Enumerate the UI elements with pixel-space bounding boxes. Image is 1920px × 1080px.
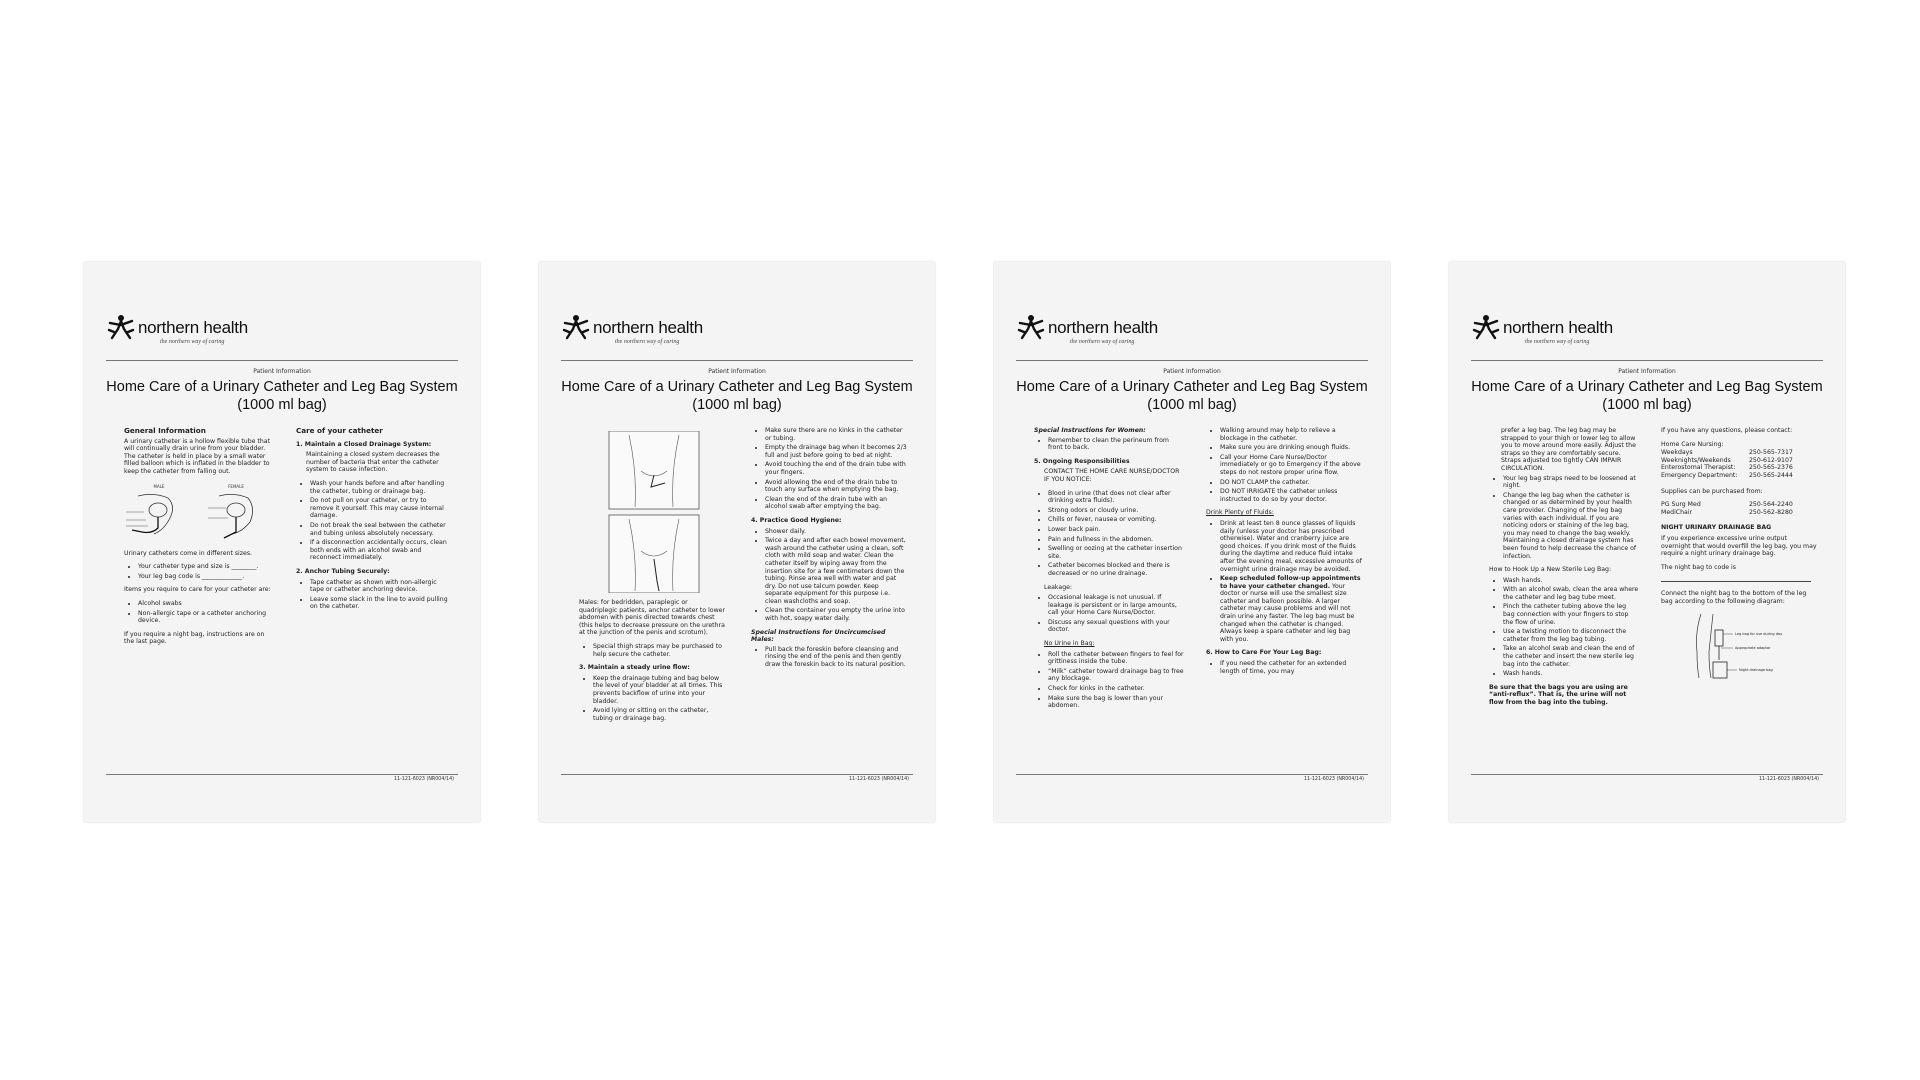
paragraph: A urinary catheter is a hollow flexible tube that will continually drain urine from your bladder. The catheter is held in place by a small water filled balloon which is inflated in the bladder to keep the catheter from falling out.: [124, 437, 270, 475]
list-item: • Alcohol swabs: [138, 600, 272, 608]
subsection-title: How to Hook Up a New Sterile Leg Bag:: [1489, 566, 1612, 574]
brand-name: northern health: [593, 318, 703, 337]
list-item: • With an alcohol swab, clean the area where the catheter and leg bag tube meet.: [1503, 586, 1639, 601]
bullet-list: [579, 675, 727, 723]
list-item: • Keep the drainage tubing and bag below the level of your bladder at all times. This prevents backflow of urine into your bladder.: [593, 675, 727, 705]
paragraph: The night bag to code is: [1661, 563, 1736, 571]
list-item: • Pain and fullness in the abdomen.: [1048, 536, 1184, 544]
paragraph: Connect the night bag to the bottom of the leg bag according to the following diagram:: [1661, 590, 1807, 605]
contact-phone: 250-612-9107: [1749, 456, 1793, 464]
list-item: • Lower back pain.: [1048, 526, 1184, 534]
page4-left-column: [1489, 427, 1639, 713]
list-item: • Non-allergic tape or a catheter anchoring device.: [138, 610, 272, 625]
form-code: 11-121-6023 (NR004/14): [849, 777, 909, 782]
doc-title: Home Care of a Urinary Catheter and Leg Bag System (1000 ml bag): [561, 379, 913, 413]
paragraph: Supplies can be purchased from:: [1661, 487, 1763, 495]
diagram-label-leg-bag: Leg bag for use during day: [1735, 631, 1783, 636]
list-item: • Avoid allowing the end of the drain tube to touch any surface when emptying the bag.: [765, 479, 907, 494]
document-page-1: [84, 262, 480, 822]
supplier-label: PG Surg Med: [1661, 501, 1701, 509]
footer-rule: [106, 774, 458, 775]
list-item: • Twice a day and after each bowel movement, wash around the catheter using a clean, soft cloth with mild soap and water. Clean the catheter itself by wiping away from the insertion site for a few centimeters down the tubing. Rinse area well with water and pat dry. Do not use talcum powder. Keep separate equipment for this purpose i.e. clean washcloths and soap.: [765, 537, 907, 605]
paragraph: If you have any questions, please contact:: [1661, 427, 1793, 434]
header-rule: [561, 360, 913, 361]
list-item: • Avoid lying or sitting on the catheter, tubing or drainage bag.: [593, 707, 727, 722]
catheter-anatomy-figure: [124, 482, 272, 544]
page1-left-column: [124, 427, 272, 652]
contact-label: Emergency Department:: [1661, 471, 1738, 479]
list-item: • Catheter becomes blocked and there is decreased or no urine drainage.: [1048, 562, 1184, 577]
paragraph: Home Care Nursing:: [1661, 440, 1724, 448]
northern-health-logo: [106, 312, 266, 352]
list-item: • Tape catheter as shown with non-allergic tape or catheter anchoring device.: [310, 579, 452, 594]
doc-label: Patient Information: [1618, 368, 1676, 375]
list-item: • Your leg bag code is _____________.: [138, 573, 272, 581]
document-page-4: [1449, 262, 1845, 822]
list-item: • Avoid touching the end of the drain tube with your fingers.: [765, 461, 907, 476]
page4-right-column: [1661, 427, 1817, 684]
contact-label: Weeknights/Weekends: [1661, 456, 1731, 464]
list-item: • Make sure you are drinking enough fluids.: [1220, 444, 1362, 452]
list-item: • Remember to clean the perineum from front to back.: [1048, 437, 1184, 452]
list-item: • Chills or fever, nausea or vomiting.: [1048, 516, 1184, 524]
paragraph: Maintaining a closed system decreases the number of bacteria that enter the catheter system to cause infection.: [306, 451, 440, 474]
list-item: • DO NOT IRRIGATE the catheter unless instructed to do so by your doctor.: [1220, 488, 1362, 503]
list-item: • Pull back the foreskin before cleansing and rinsing the end of the penis and then gently draw the foreskin back to its natural position.: [765, 646, 907, 669]
subsection-title: NIGHT URINARY DRAINAGE BAG: [1661, 524, 1772, 532]
subsection-title: Special Instructions for Uncircumcised Males:: [751, 628, 886, 644]
paragraph: Urinary catheters come in different sizes.: [124, 549, 253, 557]
list-item: [1220, 575, 1362, 643]
header-rule: [106, 360, 458, 361]
list-item: • Change the leg bag when the catheter is changed or as determined by your health care provider. Changing of the leg bag varies with each individual. If you are noticing odors or staining of the leg bag, you may need to change the bag weekly. Maintaining a closed drainage system has been found to help decrease the chance of infection.: [1503, 492, 1639, 560]
list-item: • Wash hands.: [1503, 670, 1639, 678]
paragraph: Items you require to care for your catheter are:: [124, 586, 271, 594]
form-code: 11-121-6023 (NR004/14): [1759, 777, 1819, 782]
header-rule: [1016, 360, 1368, 361]
doc-title: Home Care of a Urinary Catheter and Leg Bag System (1000 ml bag): [106, 379, 458, 413]
list-item: • Use a twisting motion to disconnect the catheter from the leg bag tubing.: [1503, 628, 1639, 643]
subsection-title: Special Instructions for Women:: [1034, 427, 1146, 434]
subsection-title: 3. Maintain a steady urine flow:: [579, 664, 690, 672]
list-item: • Shower daily.: [765, 528, 907, 536]
contact-list: [1661, 449, 1817, 479]
brand-tagline: the northern way of caring: [1070, 339, 1135, 345]
contact-label: Weekdays: [1661, 449, 1693, 457]
list-item: • Make sure the bag is lower than your abdomen.: [1048, 695, 1184, 710]
contact-phone: 250-565-2376: [1749, 464, 1793, 472]
list-item: • “Milk” catheter toward drainage bag to free any blockage.: [1048, 668, 1184, 683]
list-item: • Special thigh straps may be purchased to help secure the catheter.: [593, 643, 727, 658]
subsection-title: 2. Anchor Tubing Securely:: [296, 567, 390, 575]
list-item: • Your leg bag straps need to be loosened at night.: [1503, 475, 1639, 490]
logo-icon: [1471, 312, 1501, 342]
page1-right-column: [296, 427, 452, 617]
list-item: • Pinch the catheter tubing above the leg bag connection with your fingers to stop the flow of urine.: [1503, 603, 1639, 626]
bullet-list: [1034, 490, 1184, 578]
list-item: • Walking around may help to relieve a blockage in the catheter.: [1220, 427, 1362, 442]
bullet-list: [1206, 427, 1362, 503]
list-item: • Do not pull on your catheter, or try to remove it yourself. This may cause internal damage.: [310, 497, 452, 520]
list-item: • Make sure there are no kinks in the catheter or tubing.: [765, 427, 907, 442]
list-item: • Strong odors or cloudy urine.: [1048, 507, 1184, 515]
night-bag-diagram: [1661, 612, 1811, 682]
bullet-list: [1034, 651, 1184, 710]
contact-row: [1661, 457, 1817, 465]
bullet-list: [296, 480, 452, 562]
document-page-2: [539, 262, 935, 822]
contact-phone: 250-565-2444: [1749, 471, 1793, 479]
paragraph: Be sure that the bags you are using are “anti-reflux”. That is, the urine will not flow from the bag into the tubing.: [1489, 683, 1628, 706]
subsection-title: 5. Ongoing Responsibilities: [1034, 457, 1130, 465]
paragraph: If you require a night bag, instructions are on the last page.: [124, 630, 265, 646]
list-item: • Do not break the seal between the catheter and tubing unless absolutely necessary.: [310, 522, 452, 537]
footer-rule: [1016, 774, 1368, 775]
supplier-label: MediChair: [1661, 508, 1693, 516]
items-list: [124, 600, 272, 625]
bullet-list: [1489, 475, 1639, 561]
brand-tagline: the northern way of caring: [615, 339, 680, 345]
fig-label-male: MALE: [153, 483, 165, 489]
list-item: • Your catheter type and size is ________.: [138, 563, 272, 571]
doc-title: Home Care of a Urinary Catheter and Leg Bag System (1000 ml bag): [1016, 379, 1368, 413]
supplier-list: [1661, 501, 1817, 516]
list-item: • DO NOT CLAMP the catheter.: [1220, 479, 1362, 487]
brand-tagline: the northern way of caring: [1525, 339, 1590, 345]
night-bag-code-line: [1661, 581, 1811, 582]
list-item: • Clean the end of the drain tube with an alcohol swab after emptying the bag.: [765, 496, 907, 511]
brand-name: northern health: [138, 318, 248, 337]
section-heading: General Information: [124, 426, 206, 435]
list-item: • Swelling or oozing at the catheter insertion site.: [1048, 545, 1184, 560]
list-item: • Empty the drainage bag when it becomes 2/3 full and just before going to bed at night.: [765, 444, 907, 459]
logo-icon: [1016, 312, 1046, 342]
list-item: • If you need the catheter for an extended length of time, you may: [1220, 660, 1362, 675]
northern-health-logo: [561, 312, 721, 352]
subsection-title: No Urine in Bag:: [1044, 640, 1095, 648]
page2-left-column: [579, 427, 727, 728]
bullet-list: [1206, 660, 1362, 675]
bullet-list: [1206, 520, 1362, 644]
list-item: • Discuss any sexual questions with your doctor.: [1048, 619, 1184, 634]
list-item: • Take an alcohol swab and clean the end of the catheter and insert the new sterile leg bag into the catheter.: [1503, 645, 1639, 668]
list-item: • Leave some slack in the line to avoid pulling on the catheter.: [310, 596, 452, 611]
bullet-list: [751, 646, 907, 669]
doc-title: Home Care of a Urinary Catheter and Leg Bag System (1000 ml bag): [1471, 379, 1823, 413]
list-item: • If a disconnection accidentally occurs, clean both ends with an alcohol swab and reconnect immediately.: [310, 539, 452, 562]
contact-phone: 250-565-7317: [1749, 449, 1793, 457]
brand-name: northern health: [1048, 318, 1158, 337]
page3-right-column: [1206, 427, 1362, 681]
contact-row: [1661, 464, 1817, 472]
logo-icon: [561, 312, 591, 342]
list-item: • Clean the container you empty the urine into with hot, soapy water daily.: [765, 607, 907, 622]
bullet-list: [1034, 437, 1184, 452]
diagram-label-adaptor: Appropriate adaptor: [1735, 645, 1771, 650]
footer-rule: [561, 774, 913, 775]
logo-icon: [106, 312, 136, 342]
header-rule: [1471, 360, 1823, 361]
list-item: • Drink at least ten 8 ounce glasses of liquids daily (unless your doctor has prescribed otherwise). Water and cranberry juice are good choices. If you drink most of the fluids during the daytime and reduce fluid intake after the evening meal, excessive amounts of overnight urine drainage may be avoided.: [1220, 520, 1362, 573]
paragraph: Males: for bedridden, paraplegic or quadriplegic patients, anchor catheter to lower abdomen with penis directed towards chest (this helps to decrease pressure on the urethra at the junction of the penis and scrotum).: [579, 599, 725, 637]
brand-tagline: the northern way of caring: [160, 339, 225, 345]
contact-row: [1661, 472, 1817, 480]
list-item: • Roll the catheter between fingers to feel for grittiness inside the tube.: [1048, 651, 1184, 666]
form-code: 11-121-6023 (NR004/14): [1304, 777, 1364, 782]
northern-health-logo: [1016, 312, 1176, 352]
list-item-text: Your doctor or nurse will use the smallest size catheter and balloon possible. A larger catheter may cause problems and will not drain urine any faster. The leg bag must be changed when the catheter is changed. Always keep a spare catheter and leg bag with you.: [1220, 582, 1355, 643]
bullet-list: [579, 643, 727, 658]
form-code: 11-121-6023 (NR004/14): [394, 777, 454, 782]
list-item: • Check for kinks in the catheter.: [1048, 685, 1184, 693]
doc-label: Patient Information: [1163, 368, 1221, 375]
catheter-anchoring-figure: [579, 431, 727, 593]
bullet-list: [1489, 577, 1639, 678]
size-list: [124, 563, 272, 580]
paragraph: prefer a leg bag. The leg bag may be strapped to your thigh or lower leg to allow you to move around more easily. Adjust the straps so they are comfortably secure. Straps adjusted too tightly CAN IMPAIR CIRCULATION.: [1501, 427, 1636, 472]
emphasis: Keep scheduled follow-up appointments to have your catheter changed.: [1220, 575, 1361, 590]
brand-name: northern health: [1503, 318, 1613, 337]
bullet-list: [1034, 594, 1184, 634]
section-heading: Care of your catheter: [296, 426, 383, 435]
list-item: • Call your Home Care Nurse/Doctor immediately or go to Emergency if the above steps do not restore proper urine flow.: [1220, 454, 1362, 477]
fig-label-female: FEMALE: [228, 483, 244, 489]
subsection-title: 6. How to Care For Your Leg Bag:: [1206, 649, 1322, 657]
supplier-phone: 250-564-2240: [1749, 501, 1793, 509]
doc-label: Patient Information: [708, 368, 766, 375]
bullet-list: [296, 579, 452, 611]
footer-rule: [1471, 774, 1823, 775]
paragraph: If you experience excessive urine output overnight that would overfill the leg bag, you may require a night urinary drainage bag.: [1661, 534, 1817, 558]
bullet-list: [751, 528, 907, 623]
document-page-3: [994, 262, 1390, 822]
list-item: • Occasional leakage is not unusual. If leakage is persistent or in large amounts, call your Home Care Nurse/Doctor.: [1048, 594, 1184, 617]
supplier-phone: 250-562-8280: [1749, 508, 1793, 516]
contact-label: Enterostomal Therapist:: [1661, 464, 1736, 472]
paragraph: CONTACT THE HOME CARE NURSE/DOCTOR IF YOU NOTICE:: [1044, 468, 1180, 483]
diagram-label-night-bag: Night drainage bag: [1739, 667, 1773, 672]
subsection-title: Drink Plenty of Fluids:: [1206, 509, 1274, 517]
contact-row: [1661, 449, 1817, 457]
subsection-title: 1. Maintain a Closed Drainage System:: [296, 440, 432, 448]
supplier-row: [1661, 509, 1817, 517]
page3-left-column: [1034, 427, 1184, 716]
bullet-list: [751, 427, 907, 511]
northern-health-logo: [1471, 312, 1631, 352]
page2-right-column: [751, 427, 907, 675]
list-item: • Wash hands.: [1503, 577, 1639, 585]
doc-label: Patient Information: [253, 368, 311, 375]
subsection-title: 4. Practice Good Hygiene:: [751, 516, 842, 524]
supplier-row: [1661, 501, 1817, 509]
subsection-title: Leakage:: [1044, 583, 1073, 591]
list-item: • Wash your hands before and after handling the catheter, tubing or drainage bag.: [310, 480, 452, 495]
list-item: • Blood in urine (that does not clear after drinking extra fluids).: [1048, 490, 1184, 505]
